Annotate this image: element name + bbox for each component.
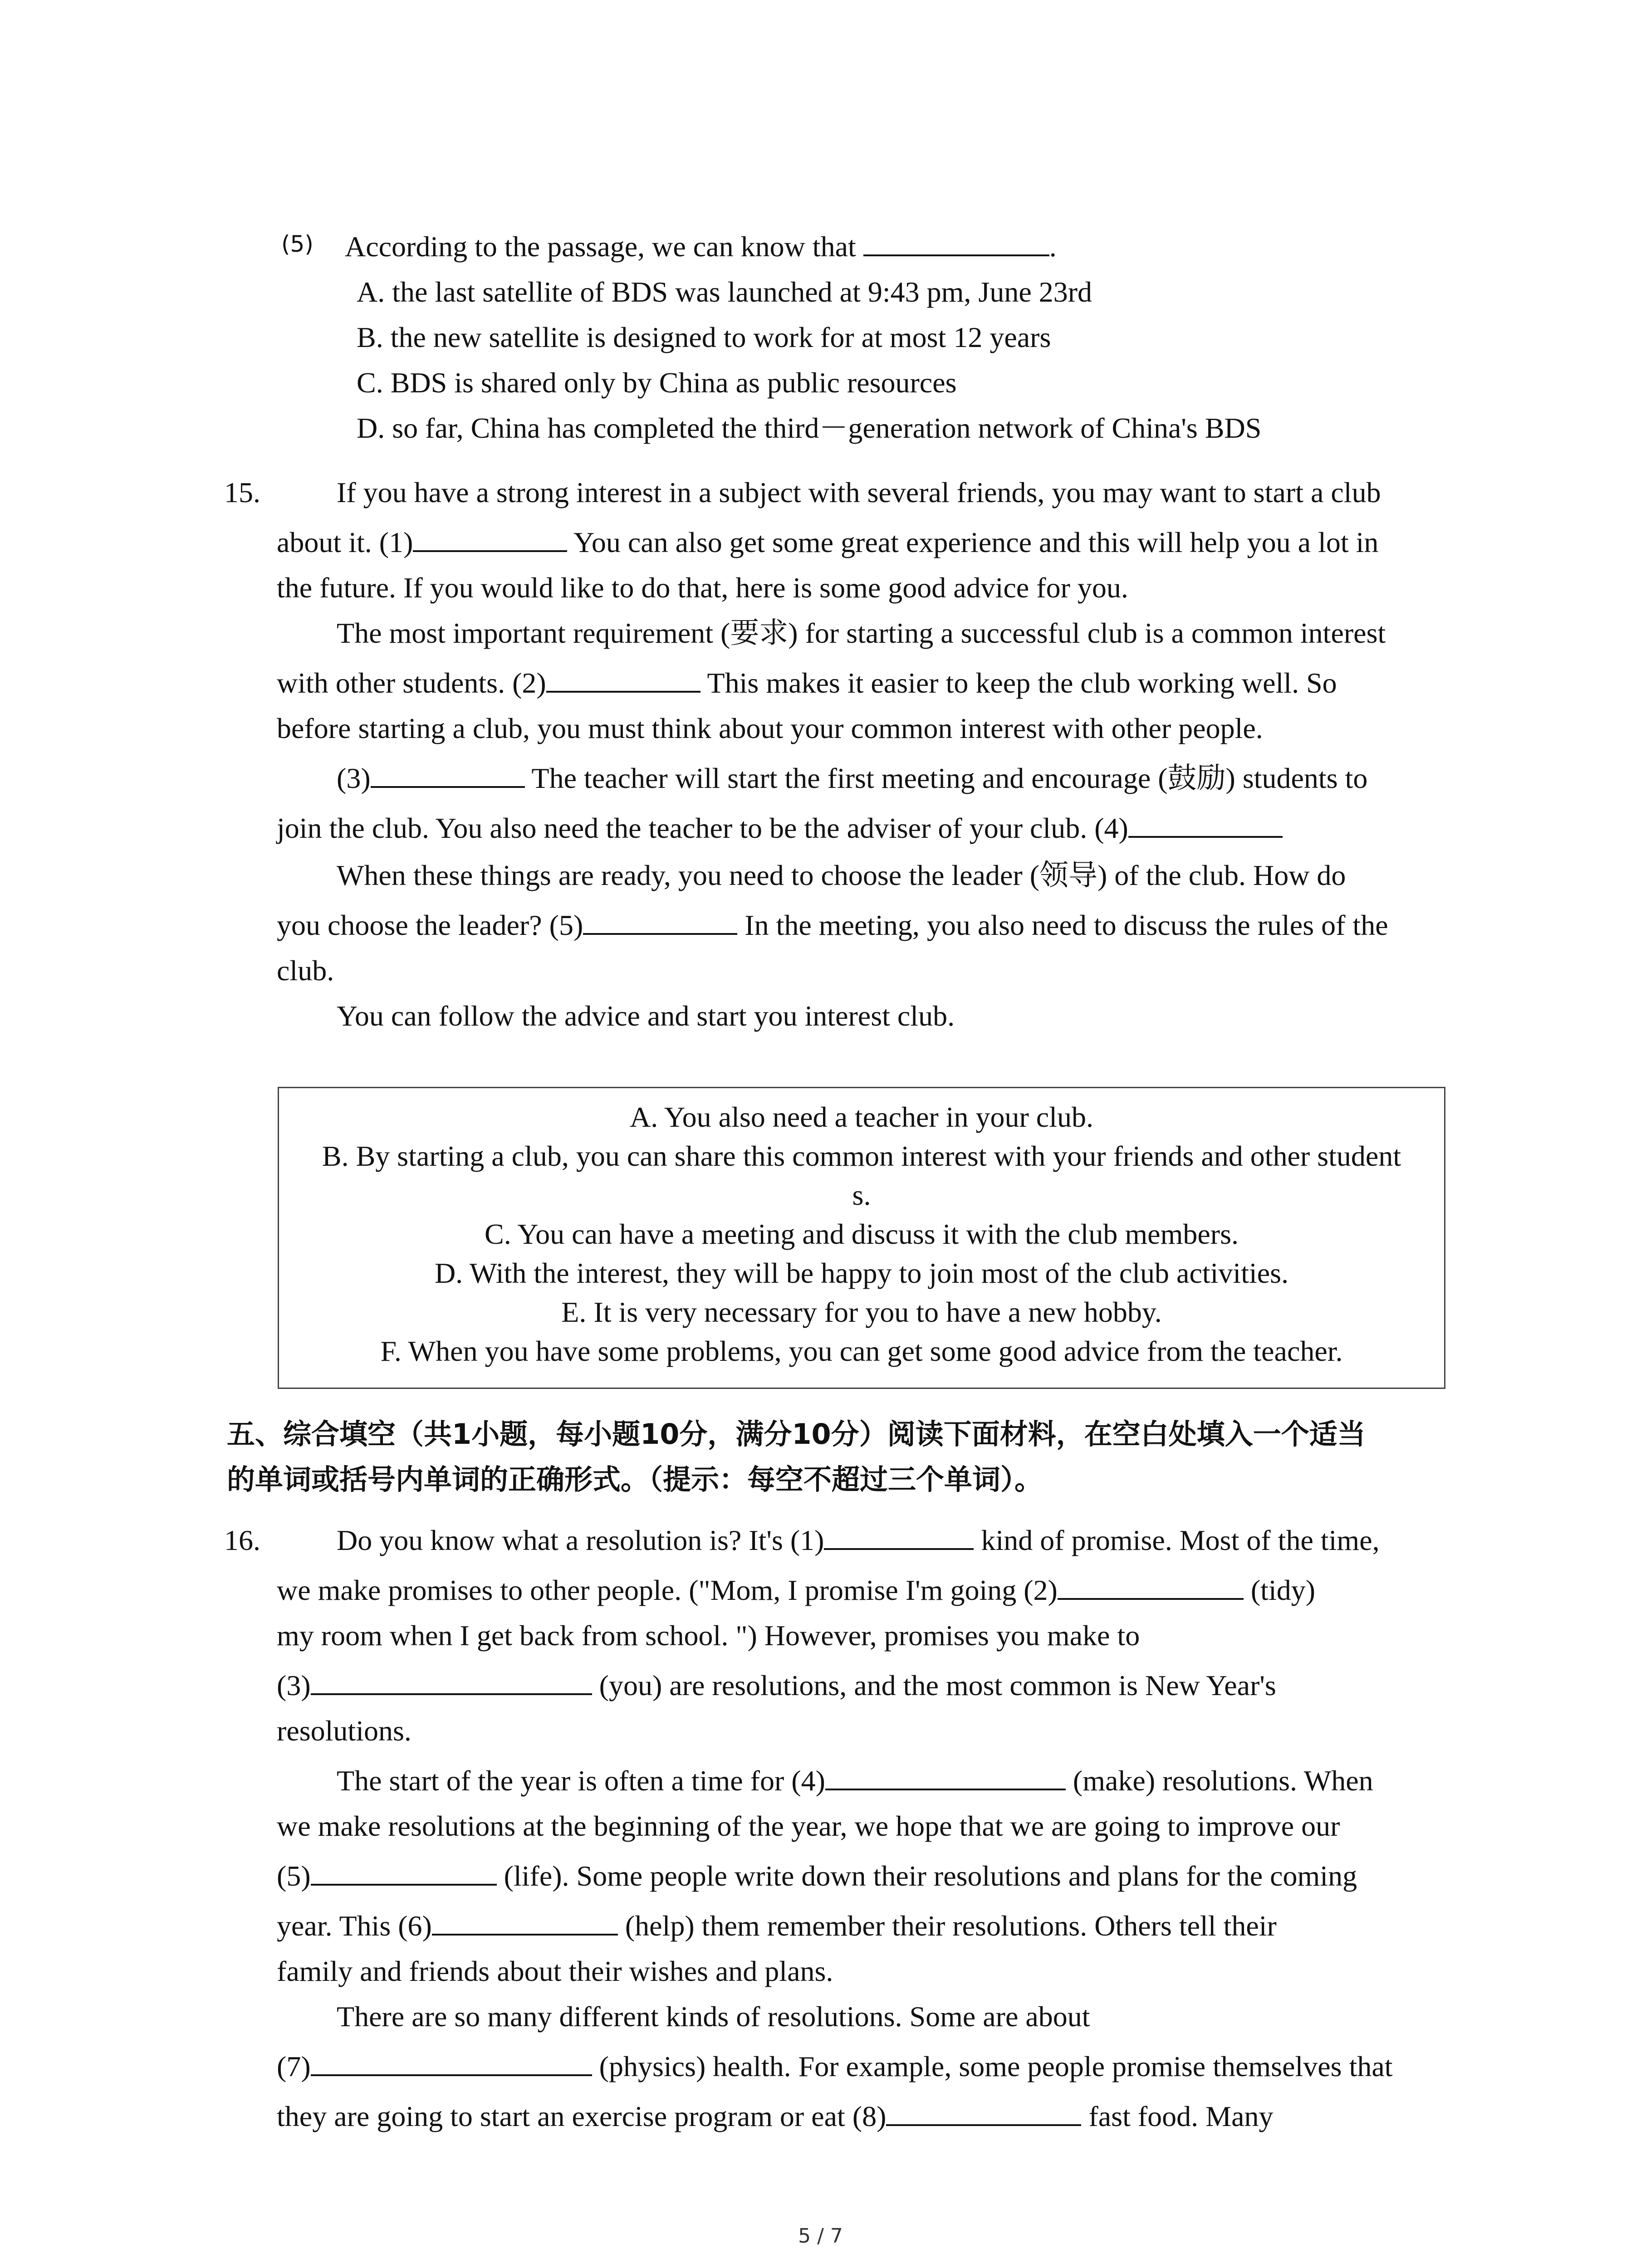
passage-line [277, 1568, 1315, 1613]
box-option-b: B. By starting a club, you can share this common interest with your friends and other student [322, 1140, 1401, 1172]
passage-line: we make resolutions at the beginning of the year, we hope that we are going to improve our [277, 1810, 1340, 1842]
answer-blank-4[interactable] [825, 1761, 1066, 1790]
passage-line [277, 1903, 1277, 1949]
passage-line [277, 1663, 1276, 1708]
box-option-c: C. You can have a meeting and discuss it with the club members. [485, 1218, 1239, 1250]
passage-line: There are so many different kinds of resolutions. Some are about [337, 2000, 1090, 2033]
options-box [278, 1087, 1445, 1389]
page-number: 5 / 7 [798, 2224, 843, 2248]
passage-text: This makes it easier to keep the club working well. So [700, 667, 1337, 699]
passage-text: The start of the year is often a time for (4) [337, 1765, 825, 1797]
answer-blank-6[interactable] [432, 1906, 618, 1936]
passage-text: (physics) health. For example, some people promise themselves that [592, 2050, 1393, 2082]
answer-blank-5[interactable] [583, 906, 737, 935]
passage-line [277, 520, 1378, 565]
passage-text: (5) [277, 1860, 311, 1892]
passage-line: my room when I get back from school. ") However, promises you make to [277, 1619, 1140, 1652]
q14-option-d[interactable]: D. so far, China has completed the third－generation network of China's BDS [357, 412, 1262, 444]
passage-text: In the meeting, you also need to discuss the rules of the [737, 909, 1388, 941]
passage-text: (tidy) [1243, 1574, 1316, 1606]
answer-blank-3[interactable] [311, 1666, 592, 1695]
box-option-a: A. You also need a teacher in your club. [630, 1101, 1093, 1133]
answer-blank-4[interactable] [1128, 809, 1283, 838]
q14-stem-text: According to the passage, we can know that [345, 230, 856, 263]
passage-line [277, 903, 1388, 948]
passage-text: they are going to start an exercise program or eat (8) [277, 2100, 887, 2132]
box-option-f: F. When you have some problems, you can get some good advice from the teacher. [380, 1335, 1343, 1367]
passage-text: (life). Some people write down their resolutions and plans for the coming [496, 1860, 1357, 1892]
passage-text: fast food. Many [1081, 2100, 1274, 2132]
box-option-d: D. With the interest, they will be happy to join most of the club activities. [434, 1257, 1289, 1289]
passage-line [277, 806, 1283, 851]
answer-blank-2[interactable] [546, 664, 700, 693]
passage-line: before starting a club, you must think about your common interest with other people. [277, 712, 1263, 744]
answer-blank[interactable] [863, 227, 1049, 256]
box-option-b-cont: s. [852, 1179, 871, 1211]
passage-line: You can follow the advice and start you interest club. [337, 1000, 955, 1032]
passage-line: club. [277, 954, 334, 987]
passage-text: (3) [277, 1669, 311, 1701]
passage-line: The most important requirement (要求) for starting a successful club is a common interest [337, 617, 1386, 649]
passage-text: join the club. You also need the teacher to be the adviser of your club. (4) [277, 812, 1128, 844]
answer-blank-1[interactable] [824, 1521, 974, 1550]
passage-text: (make) resolutions. When [1065, 1765, 1373, 1797]
q15-number: 15. [224, 476, 260, 508]
q14-stem-end: . [1049, 230, 1057, 263]
section-heading-cont: 的单词或括号内单词的正确形式。（提示：每空不超过三个单词）。 [227, 1463, 1043, 1496]
answer-blank-3[interactable] [371, 759, 525, 788]
passage-text: with other students. (2) [277, 667, 546, 699]
q14-sub-number: (5) [281, 231, 314, 257]
passage-line [277, 2094, 1273, 2139]
passage-line [277, 1853, 1357, 1899]
passage-text: Do you know what a resolution is? It's (1) [337, 1524, 824, 1556]
passage-text: (7) [277, 2050, 311, 2082]
passage-line: If you have a strong interest in a subject with several friends, you may want to start a club [337, 476, 1381, 508]
passage-text: (3) [337, 762, 371, 794]
passage-line [337, 756, 1367, 801]
passage-text: about it. (1) [277, 526, 413, 558]
passage-line: the future. If you would like to do that, here is some good advice for you. [277, 572, 1128, 604]
q16-number: 16. [224, 1524, 260, 1556]
answer-blank-8[interactable] [886, 2097, 1081, 2126]
q14-option-b[interactable]: B. the new satellite is designed to work for at most 12 years [357, 321, 1051, 353]
q14-option-c[interactable]: C. BDS is shared only by China as public resources [357, 367, 957, 399]
passage-line: resolutions. [277, 1715, 411, 1747]
q14-stem [345, 224, 1057, 269]
passage-text: we make promises to other people. ("Mom, I promise I'm going (2) [277, 1574, 1058, 1606]
passage-text: (help) them remember their resolutions. Others tell their [617, 1910, 1277, 1942]
section-heading: 五、综合填空（共1小题，每小题10分，满分10分）阅读下面材料，在空白处填入一个适当 [227, 1418, 1366, 1451]
q14-option-a[interactable]: A. the last satellite of BDS was launched at 9:43 pm, June 23rd [357, 276, 1092, 308]
passage-text: You can also get some great experience and this will help you a lot in [567, 526, 1379, 558]
answer-blank-7[interactable] [311, 2047, 592, 2076]
passage-text: kind of promise. Most of the time, [974, 1524, 1380, 1556]
answer-blank-2[interactable] [1058, 1571, 1244, 1600]
answer-blank-5[interactable] [311, 1857, 497, 1886]
passage-line [337, 1758, 1373, 1804]
passage-text: The teacher will start the first meeting and encourage (鼓励) students to [524, 762, 1368, 794]
passage-line: family and friends about their wishes and plans. [277, 1955, 833, 1987]
box-option-e: E. It is very necessary for you to have a new hobby. [561, 1296, 1162, 1328]
passage-line [337, 1518, 1380, 1563]
passage-line [277, 660, 1337, 706]
passage-text: year. This (6) [277, 1910, 432, 1942]
passage-line [277, 2044, 1393, 2089]
passage-text: you choose the leader? (5) [277, 909, 583, 941]
passage-text: (you) are resolutions, and the most common is New Year's [592, 1669, 1276, 1701]
answer-blank-1[interactable] [413, 523, 567, 552]
passage-line: When these things are ready, you need to choose the leader (领导) of the club. How do [337, 859, 1346, 891]
